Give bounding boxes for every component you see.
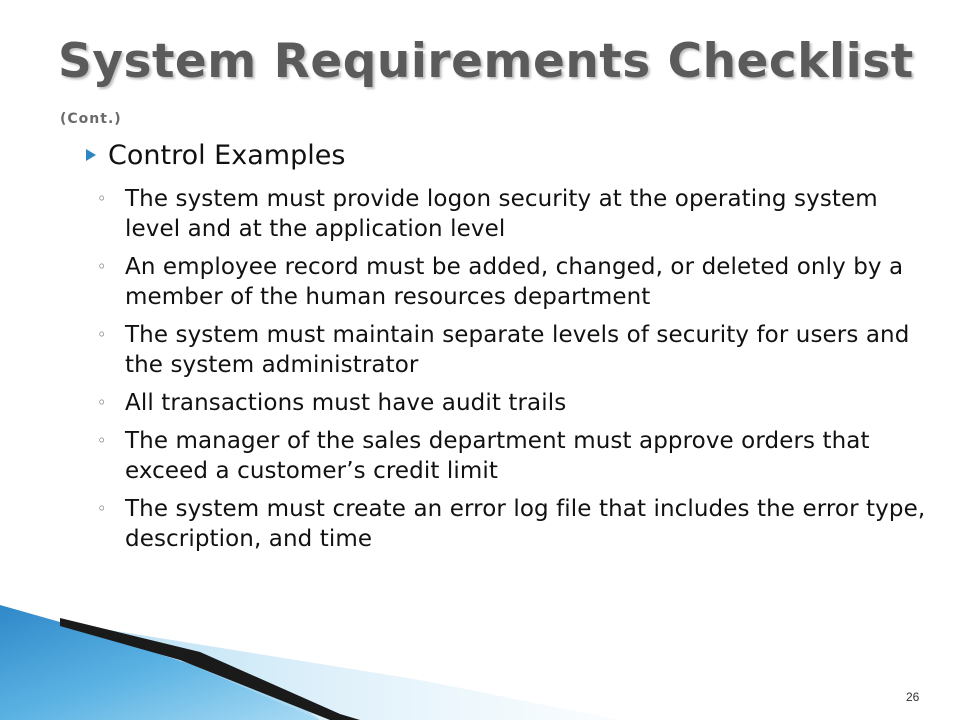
list-item — [70, 320, 940, 380]
list-item-text: The system must provide logon security at the operating system level and at the application level — [125, 186, 878, 242]
list-item — [70, 426, 940, 486]
triangle-right-icon — [78, 140, 104, 170]
slide-subtitle: (Cont.) — [60, 111, 122, 127]
circle-bullet-icon: ◦ — [97, 431, 107, 450]
list-item-text: An employee record must be added, changed, or deleted only by a member of the human resources department — [125, 254, 904, 310]
slide-content — [70, 134, 940, 554]
swoosh-light-band — [60, 622, 620, 720]
swoosh-dark-stripe — [60, 618, 360, 720]
list-item — [70, 184, 940, 244]
list-item-text: The system must create an error log file that includes the error type, description, and time — [125, 496, 926, 552]
list-item — [70, 494, 940, 554]
list-item-text: The manager of the sales department must approve orders that exceed a customer’s credit limit — [125, 428, 870, 484]
list-item-text: The system must maintain separate levels of security for users and the system administrator — [125, 322, 910, 378]
section-heading-row — [70, 134, 940, 176]
page-number: 26 — [906, 690, 920, 704]
slide-title: System Requirements Checklist — [58, 34, 914, 89]
list-item — [70, 252, 940, 312]
requirement-list — [70, 184, 940, 554]
circle-bullet-icon: ◦ — [97, 257, 107, 276]
circle-bullet-icon: ◦ — [97, 189, 107, 208]
circle-bullet-icon: ◦ — [97, 499, 107, 518]
list-item-text: All transactions must have audit trails — [125, 390, 567, 416]
list-item — [70, 388, 940, 418]
circle-bullet-icon: ◦ — [97, 393, 107, 412]
circle-bullet-icon: ◦ — [97, 325, 107, 344]
swoosh-blue-band — [0, 605, 320, 720]
section-heading: Control Examples — [108, 139, 346, 171]
